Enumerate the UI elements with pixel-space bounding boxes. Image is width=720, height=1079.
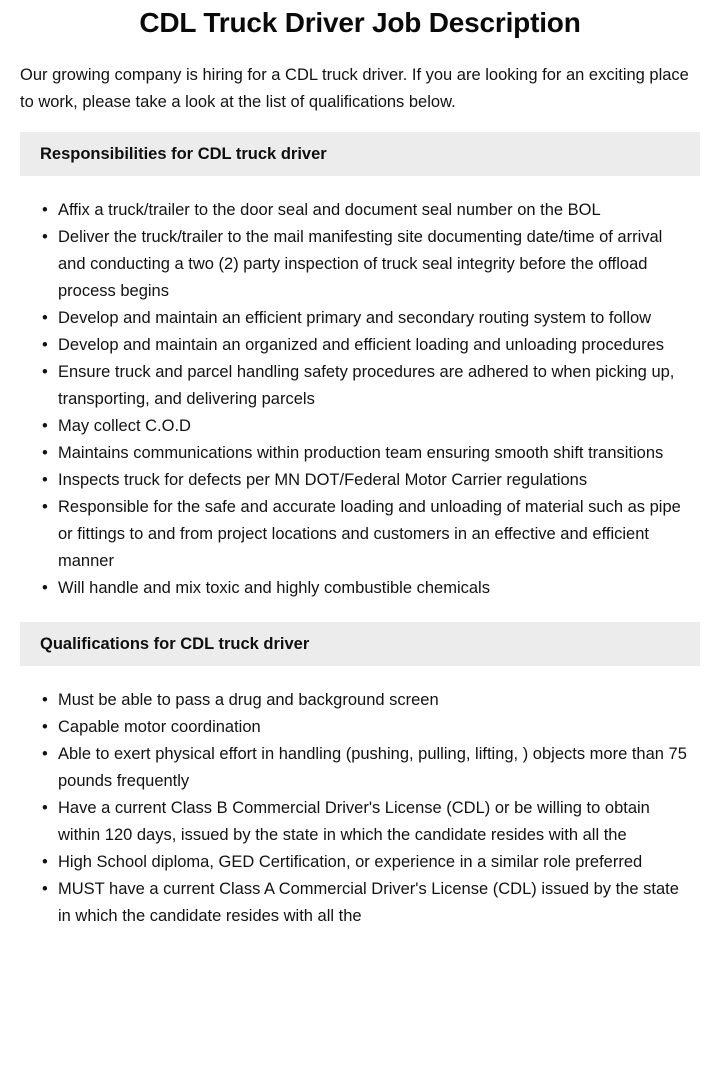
list-item: • Develop and maintain an efficient primary and secondary routing system to follow bbox=[58, 305, 694, 332]
responsibilities-heading: Responsibilities for CDL truck driver bbox=[40, 144, 327, 163]
list-item: • MUST have a current Class A Commercial Driver's License (CDL) issued by the state in which the candidate resides with all the bbox=[58, 876, 694, 930]
qualifications-heading: Qualifications for CDL truck driver bbox=[40, 634, 310, 653]
list-item: • Capable motor coordination bbox=[58, 714, 694, 741]
list-item: • Develop and maintain an organized and efficient loading and unloading procedures bbox=[58, 332, 694, 359]
qualifications-list bbox=[20, 687, 700, 930]
responsibilities-list bbox=[20, 197, 700, 602]
list-item: • Maintains communications within production team ensuring smooth shift transitions bbox=[58, 440, 694, 467]
list-item: • Will handle and mix toxic and highly combustible chemicals bbox=[58, 575, 694, 602]
list-item: • High School diploma, GED Certification, or experience in a similar role preferred bbox=[58, 849, 694, 876]
list-item: • Responsible for the safe and accurate loading and unloading of material such as pipe or fittings to and from project locations and customers in an effective and efficient manner bbox=[58, 494, 694, 575]
list-item: • Able to exert physical effort in handling (pushing, pulling, lifting, ) objects more than 75 pounds frequently bbox=[58, 741, 694, 795]
list-item: • Have a current Class B Commercial Driver's License (CDL) or be willing to obtain within 120 days, issued by the state in which the candidate resides with all the bbox=[58, 795, 694, 849]
list-item: • May collect C.O.D bbox=[58, 413, 694, 440]
list-item: • Affix a truck/trailer to the door seal and document seal number on the BOL bbox=[58, 197, 694, 224]
qualifications-section bbox=[20, 622, 700, 930]
responsibilities-section bbox=[20, 132, 700, 602]
list-item: • Inspects truck for defects per MN DOT/Federal Motor Carrier regulations bbox=[58, 467, 694, 494]
qualifications-section-header bbox=[20, 622, 700, 666]
list-item: • Ensure truck and parcel handling safety procedures are adhered to when picking up, transporting, and delivering parcels bbox=[58, 359, 694, 413]
list-item: • Must be able to pass a drug and background screen bbox=[58, 687, 694, 714]
intro-paragraph: Our growing company is hiring for a CDL truck driver. If you are looking for an exciting place to work, please take a look at the list of qualifications below. bbox=[20, 66, 689, 111]
list-item: • Deliver the truck/trailer to the mail manifesting site documenting date/time of arrival and conducting a two (2) party inspection of truck seal integrity before the offload process begins bbox=[58, 224, 694, 305]
responsibilities-section-header bbox=[20, 132, 700, 176]
page-title: CDL Truck Driver Job Description bbox=[139, 7, 581, 38]
